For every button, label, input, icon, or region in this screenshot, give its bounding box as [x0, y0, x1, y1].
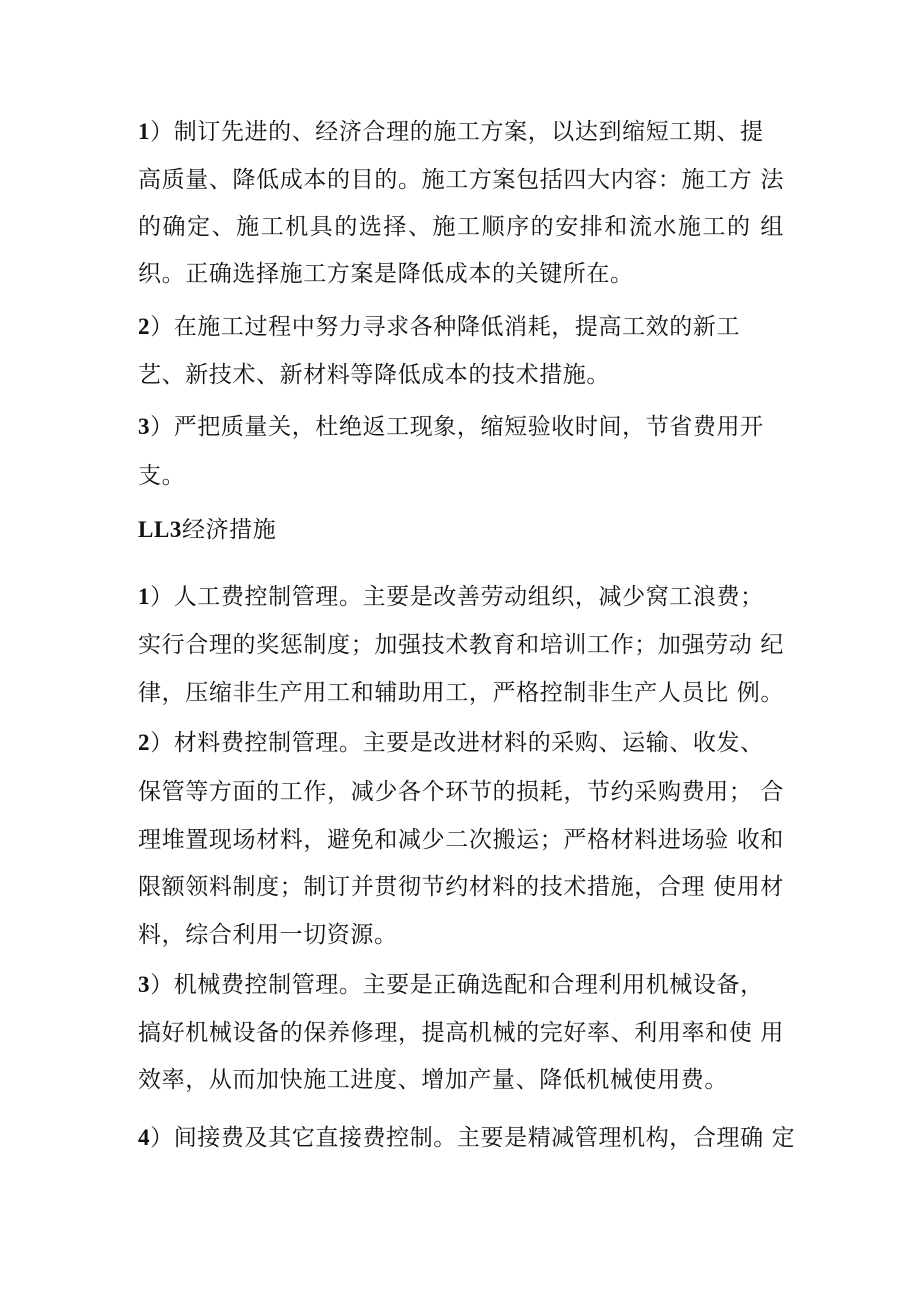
text: ）材料费控制管理。主要是改进材料的采购、运输、收发、	[150, 730, 764, 756]
text: ）在施工过程中努力寻求各种降低消耗，提高工效的新工	[150, 314, 741, 340]
item-number: 1	[138, 119, 151, 144]
paragraph-4-line-2: 实行合理的奖惩制度；加强技术教育和培训工作；加强劳动 纪	[138, 632, 784, 658]
text: ）严把质量关，杜绝返工现象，缩短验收时间，节省费用开	[150, 414, 764, 440]
paragraph-7-line-1	[138, 1124, 795, 1152]
paragraph-5-line-1	[138, 729, 764, 757]
paragraph-6-line-1	[138, 971, 764, 999]
item-number: 3	[138, 972, 151, 997]
item-number: 2	[138, 730, 151, 755]
paragraph-1-line-2: 高质量、降低成本的目的。施工方案包括四大内容：施工方 法	[138, 167, 784, 193]
item-number: 4	[138, 1125, 151, 1150]
text: ）制订先进的、经济合理的施工方案，以达到缩短工期、提	[150, 119, 764, 145]
text: ）人工费控制管理。主要是改善劳动组织，减少窝工浪费；	[150, 584, 764, 610]
section-title: 经济措施	[181, 517, 277, 543]
text: ）间接费及其它直接费控制。主要是精减管理机构，合理确 定	[150, 1125, 796, 1151]
section-code: LL3	[138, 517, 182, 542]
section-heading	[138, 516, 276, 544]
paragraph-1-line-1	[138, 118, 764, 146]
paragraph-1-line-4: 织。正确选择施工方案是降低成本的关键所在。	[138, 261, 634, 287]
paragraph-1-line-3: 的确定、施工机具的选择、施工顺序的安排和流水施工的 组	[138, 214, 784, 240]
item-number: 1	[138, 584, 151, 609]
paragraph-5-line-2: 保管等方面的工作，减少各个环节的损耗，节约采购费用； 合	[138, 779, 784, 805]
paragraph-6-line-3: 效率，从而加快施工进度、增加产量、降低机械使用费。	[138, 1067, 728, 1093]
paragraph-5-line-4: 限额领料制度；制订并贯彻节约材料的技术措施，合理 使用材	[138, 874, 784, 900]
paragraph-5-line-3: 理堆置现场材料，避免和减少二次搬运；严格材料进场验 收和	[138, 827, 784, 853]
paragraph-5-line-5: 料，综合利用一切资源。	[138, 922, 398, 948]
item-number: 3	[138, 414, 151, 439]
text: ）机械费控制管理。主要是正确选配和合理利用机械设备，	[150, 972, 764, 998]
item-number: 2	[138, 314, 151, 339]
paragraph-3-line-1	[138, 413, 764, 441]
paragraph-3-line-2: 支。	[138, 463, 186, 489]
paragraph-2-line-1	[138, 313, 740, 341]
paragraph-4-line-1	[138, 583, 764, 611]
paragraph-2-line-2: 艺、新技术、新材料等降低成本的技术措施。	[138, 362, 610, 388]
paragraph-6-line-2: 搞好机械设备的保养修理，提高机械的完好率、利用率和使 用	[138, 1020, 784, 1046]
paragraph-4-line-3: 律，压缩非生产用工和辅助用工，严格控制非生产人员比 例。	[138, 680, 784, 706]
